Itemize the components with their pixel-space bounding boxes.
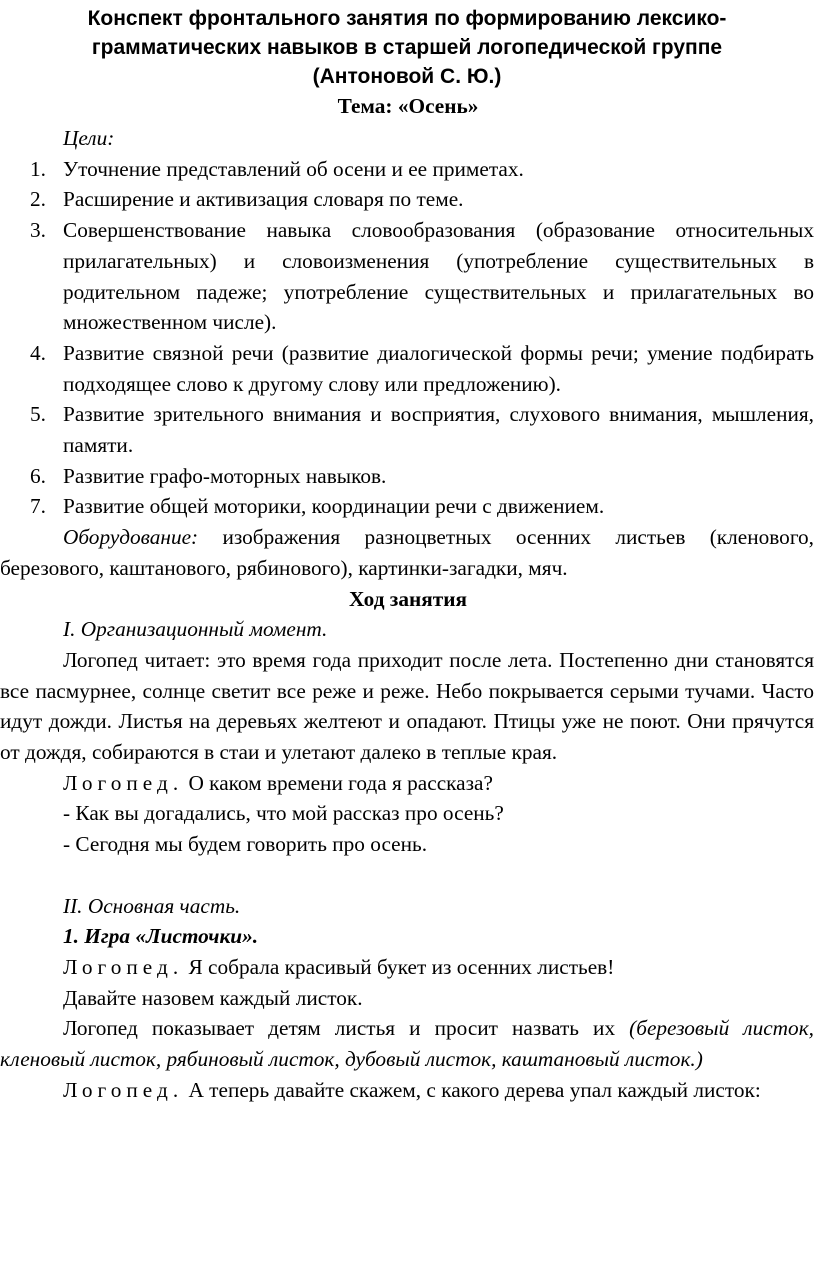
part1-question-1: Логопед. О каком времени года я рассказа?: [63, 770, 493, 795]
title-line-1: Конспект фронтального занятия по формированию лексико-: [87, 7, 727, 30]
part2-line-3: Логопед. А теперь давайте скажем, с какого дерева упал каждый листок:: [63, 1077, 761, 1102]
part2-line-1: Логопед. Я собрала красивый букет из осенних листьев!: [63, 954, 615, 979]
part1-intro: Логопед читает: это время года приходит после лета. Постепенно дни становятся все пасмурнее, солнце светит все реже и реже. Небо покрывается серыми тучами. Часто идут дожди. Листья на деревьях желтеют и опадают. Птицы уже не поют. Они прячутся от дождя, собираются в стаи и улетают далеко в теплые края.: [0, 647, 814, 765]
spacer: [0, 860, 816, 891]
speaker-label: Логопед.: [63, 770, 184, 795]
equipment-paragraph: [0, 522, 816, 583]
part1-title: I. Организационный момент.: [63, 617, 328, 642]
goal-item: 7. Развитие общей моторики, координации речи с движением.: [30, 494, 605, 519]
part1-question-2: - Как вы догадались, что мой рассказ про осень?: [63, 801, 504, 826]
game-title: 1. Игра «Листочки».: [63, 924, 259, 949]
lesson-theme: Тема: «Осень»: [337, 94, 479, 118]
goal-item: 6. Развитие графо-моторных навыков.: [30, 463, 387, 488]
lesson-heading: Ход занятия: [348, 586, 468, 611]
title-line-2: грамматических навыков в старшей логопедической группе: [91, 36, 723, 59]
goals-list: [0, 154, 816, 522]
goal-item: 3. Совершенствование навыка словообразования (образование относительных прилагательных) и словоизменения (употребление существительных в родительном падеже; употребление существительных и прилагательных во множественном числе).: [30, 218, 814, 335]
goal-item: 1. Уточнение представлений об осени и ее приметах.: [30, 156, 524, 181]
part2-line-2: Давайте назовем каждый листок.: [63, 985, 363, 1010]
title-line-3: (Антоновой С. Ю.): [312, 65, 502, 88]
part1-question-3: - Сегодня мы будем говорить про осень.: [63, 832, 428, 857]
equipment-text: изображения разноцветных осенних листьев (кленового, березового, каштанового, рябинового), картинки-загадки, мяч.: [0, 525, 814, 580]
goal-item: 5. Развитие зрительного внимания и восприятия, слухового внимания, мышления, памяти.: [30, 402, 814, 458]
goals-heading: Цели:: [63, 126, 115, 150]
speaker-label: Логопед.: [63, 954, 184, 979]
part2-title: II. Основная часть.: [63, 893, 241, 918]
equipment-label: Оборудование:: [63, 525, 199, 550]
goal-item: 2. Расширение и активизация словаря по теме.: [30, 187, 464, 212]
part2-instruction: Логопед показывает детям листья и просит назвать их (березовый листок, кленовый листок, рябиновый листок, дубовый листок, каштановый листок.): [0, 1016, 814, 1072]
goal-item: 4. Развитие связной речи (развитие диалогической формы речи; умение подбирать подходящее слово к другому слову или предложению).: [30, 340, 814, 396]
document-title: [0, 0, 816, 91]
speaker-label: Логопед.: [63, 1077, 184, 1102]
